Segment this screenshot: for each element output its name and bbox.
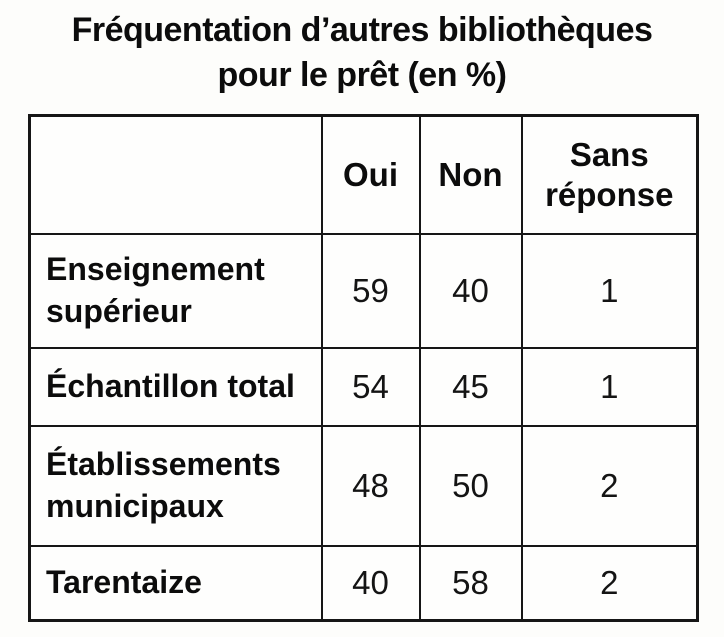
row-label-tarentaize: Tarentaize [30, 546, 322, 621]
cell-echantillon-sans-reponse: 1 [522, 348, 698, 426]
column-header-oui: Oui [322, 116, 420, 234]
cell-echantillon-non: 45 [420, 348, 522, 426]
chart-title [0, 8, 724, 98]
cell-enseignement-non: 40 [420, 234, 522, 348]
column-header-sans-reponse: Sans réponse [522, 116, 698, 234]
cell-tarentaize-non: 58 [420, 546, 522, 621]
chart-title-line2: pour le prêt (en %) [217, 55, 507, 94]
cell-etablissements-non: 50 [420, 426, 522, 546]
corner-cell [30, 116, 322, 234]
cell-echantillon-oui: 54 [322, 348, 420, 426]
cell-tarentaize-sans-reponse: 2 [522, 546, 698, 621]
table-row-tarentaize [30, 546, 698, 621]
row-label-etablissements-municipaux: Établissements municipaux [30, 426, 322, 546]
cell-etablissements-sans-reponse: 2 [522, 426, 698, 546]
survey-table [28, 114, 699, 622]
column-header-non: Non [420, 116, 522, 234]
row-label-echantillon-total: Échantillon total [30, 348, 322, 426]
cell-tarentaize-oui: 40 [322, 546, 420, 621]
table-row-echantillon-total [30, 348, 698, 426]
header-row [30, 116, 698, 234]
chart-title-line1: Fréquentation d’autres bibliothèques [71, 11, 653, 49]
table-row-etablissements-municipaux [30, 426, 698, 546]
cell-enseignement-oui: 59 [322, 234, 420, 348]
row-label-enseignement-superieur: Enseignement supérieur [30, 234, 322, 348]
cell-enseignement-sans-reponse: 1 [522, 234, 698, 348]
table-row-enseignement-superieur [30, 234, 698, 348]
cell-etablissements-oui: 48 [322, 426, 420, 546]
